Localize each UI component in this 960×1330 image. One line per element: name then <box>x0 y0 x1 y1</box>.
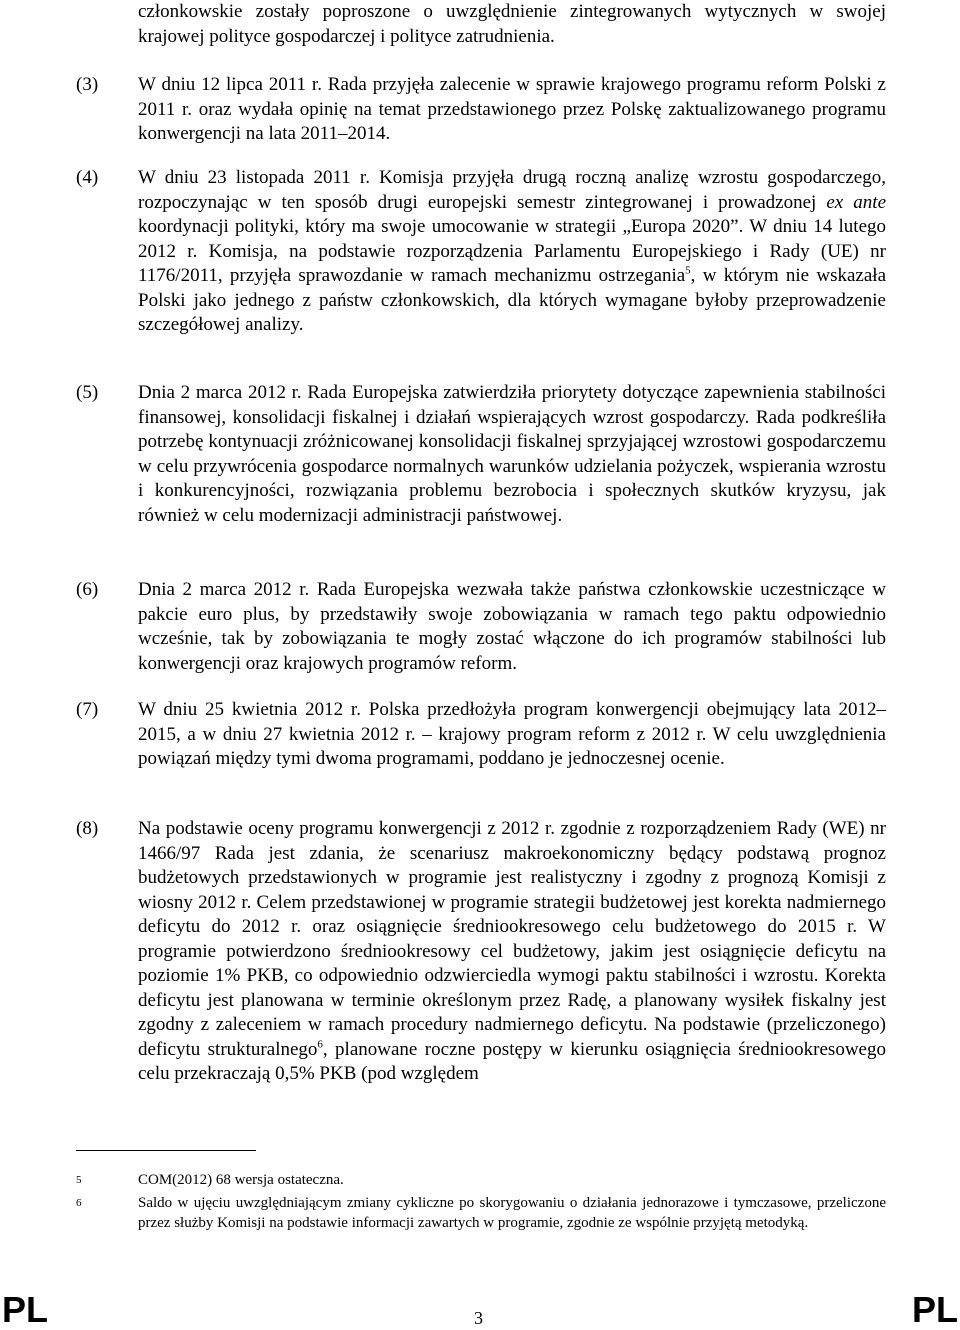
page-number: 3 <box>474 1308 483 1328</box>
paragraph-text: W dniu 25 kwietnia 2012 r. Polska przedłożyła program konwergencji obejmujący lata 2012–2015, a w dniu 27 kwietnia 2012 r. – krajowy program reform z 2012 r. W celu uwzględnienia powiązań między tymi dwoma programami, poddano je jednoczesnej ocenie. <box>138 699 886 769</box>
paragraph-number: (7) <box>76 699 99 720</box>
footer-language-left: PL <box>2 1289 49 1330</box>
paragraph-number: (8) <box>76 818 99 839</box>
paragraph-text: W dniu 23 listopada 2011 r. Komisja przyjęła drugą roczną analizę wzrostu gospodarczego, rozpoczynając w ten sposób drugi europejski semestr zintegrowanej i prowadzonej ex ante koordynacji polityki, który ma swoje umocowanie w strategii „Europa 2020”. W dniu 14 lutego 2012 r. Komisja, na podstawie rozporządzenia Parlamentu Europejskiego i Rady (UE) nr 1176/2011, przyjęła sprawozdanie w ramach mechanizmu ostrzegania$^5$, w którym nie wskazała Polski jako jednego z państw członkowskich, dla których wymagane byłoby przeprowadzenie szczegółowej analizy. <box>138 167 886 335</box>
paragraph-number: (6) <box>76 579 99 600</box>
intro-paragraph: członkowskie zostały poproszone o uwzględnienie zintegrowanych wytycznych w swojej krajowej polityce gospodarczej i polityce zatrudnienia. <box>138 1 886 47</box>
footnote-text: Saldo w ujęciu uwzględniającym zmiany cykliczne po skorygowaniu o działania jednorazowe i tymczasowe, przeliczone przez służby Komisji na podstawie informacji zawartych w programie, zgodnie ze wspólnie przyjętą metodyką. <box>138 1195 886 1231</box>
paragraph-number: (4) <box>76 167 99 188</box>
paragraph-text: Na podstawie oceny programu konwergencji z 2012 r. zgodnie z rozporządzeniem Rady (WE) nr 1466/97 Rada jest zdania, że scenariusz makroekonomiczny będący podstawą prognoz budżetowych przedstawionych w programie jest realistyczny i zgodny z prognozą Komisji z wiosny 2012 r. Celem przedstawionej w programie strategii budżetowej jest korekta nadmiernego deficytu do 2012 r. oraz osiągnięcie średniookresowego celu budżetowego do 2015 r. W programie potwierdzono średniookresowy cel budżetowy, jakim jest osiągnięcie deficytu na poziomie 1% PKB, co odpowiednio odzwierciedla wymogi paktu stabilności i wzrostu. Korekta deficytu jest planowana w terminie określonym przez Radę, a planowany wysiłek fiskalny jest zgodny z zaleceniem w ramach procedury nadmiernego deficytu. Na podstawie (przeliczonego) deficytu strukturalnego$^6$, planowane roczne postępy w kierunku osiągnięcia średniookresowego celu przekraczają 0,5% PKB (pod względem <box>138 818 886 1084</box>
footnote-separator <box>76 1150 256 1151</box>
footnote-number: 6 <box>76 1197 82 1209</box>
footnote-ref-6[interactable]: 6 <box>317 1038 323 1051</box>
paragraph-text: W dniu 12 lipca 2011 r. Rada przyjęła zalecenie w sprawie krajowego programu reform Polski z 2011 r. oraz wydała opinię na temat przedstawionego przez Polskę zaktualizowanego programu konwergencji na lata 2011–2014. <box>138 74 886 144</box>
paragraph-text: Dnia 2 marca 2012 r. Rada Europejska zatwierdziła priorytety dotyczące zapewnienia stabilności finansowej, konsolidacji fiskalnej i działań wspierających wzrost gospodarczy. Rada podkreśliła potrzebę kontynuacji zróżnicowanej konsolidacji fiskalnej sprzyjającej wzrostowi gospodarczemu w celu przywrócenia gospodarce normalnych warunków udzielania pożyczek, wspierania wzrostu i konkurencyjności, rozwiązania problemu bezrobocia i społecznych skutków kryzysu, jak również w celu modernizacji administracji państwowej. <box>138 382 886 526</box>
footer-language-right: PL <box>911 1289 958 1330</box>
footnote-ref-5[interactable]: 5 <box>685 264 691 277</box>
footnote-number: 5 <box>76 1174 82 1186</box>
paragraph-number: (3) <box>76 74 99 95</box>
footnote-text: COM(2012) 68 wersja ostateczna. <box>138 1172 344 1188</box>
paragraph-number: (5) <box>76 382 99 403</box>
paragraph-text: Dnia 2 marca 2012 r. Rada Europejska wezwała także państwa członkowskie uczestniczące w pakcie euro plus, by przedstawiły swoje zobowiązania w ramach tego paktu odpowiednio wcześnie, tak by zobowiązania te mogły zostać włączone do ich programów stabilności lub konwergencji oraz krajowych programów reform. <box>138 579 886 674</box>
